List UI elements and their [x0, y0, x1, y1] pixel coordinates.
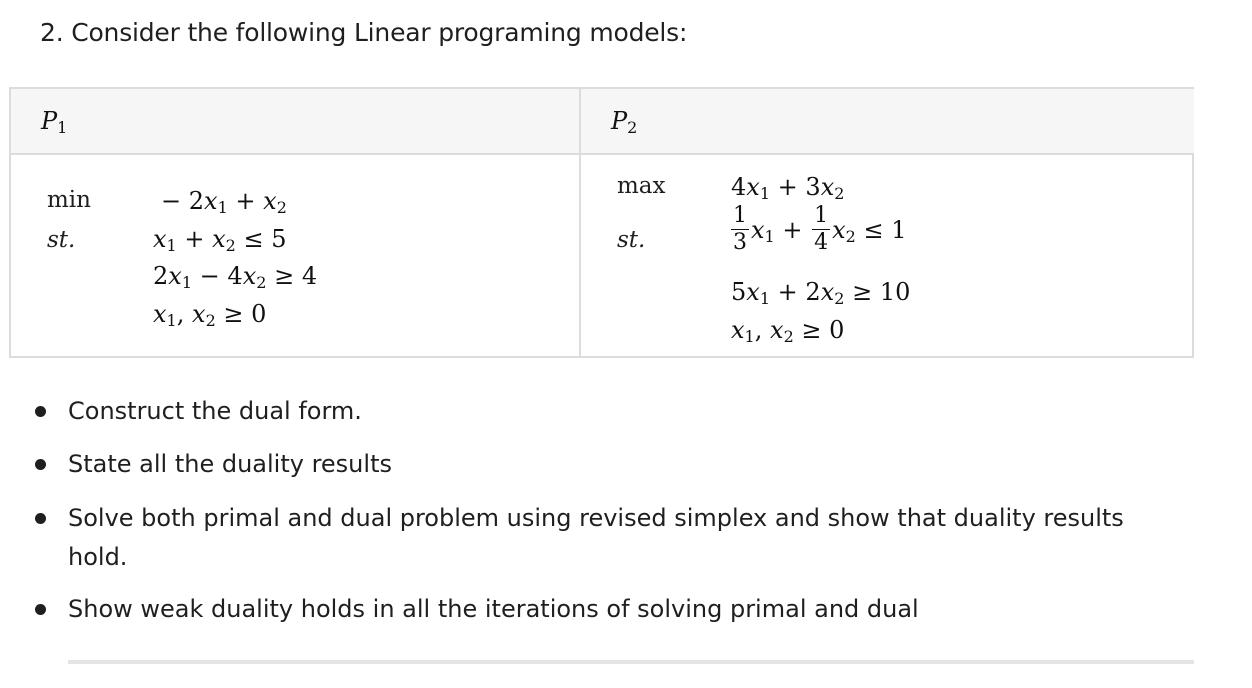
horizontal-divider [68, 660, 1194, 664]
p1-column [11, 89, 581, 356]
p2-st-label: st. [617, 227, 646, 253]
p1-st-label: st. [47, 227, 76, 253]
p1-constraint-1: $x_1 + x_2 \le 5$ [153, 225, 287, 255]
bullet-icon [35, 459, 46, 470]
bullet-icon [35, 513, 46, 524]
bullet-icon [35, 604, 46, 615]
p2-constraint-2: $5x_1 + 2x_2 \ge 10$ [731, 278, 911, 308]
p1-constraint-2: $2x_1 - 4x_2 \ge 4$ [153, 262, 318, 292]
p2-objective: $4x_1 + 3x_2$ [731, 173, 845, 203]
p2-column [581, 89, 1194, 356]
list-item: Construct the dual form. [68, 392, 1188, 431]
p2-constraint-1: $\frac{1}{3}$ $x_1$ + $\frac{1}{4}$ $x_2 \le 1$ [733, 203, 907, 255]
p2-constraint-3: $x_1$, $x_2 \ge 0$ [731, 316, 845, 346]
p1-min-label: min [47, 187, 91, 213]
p1-constraint-3: $x_1$, $x_2 \ge 0$ [153, 300, 267, 330]
list-item: State all the duality results [68, 445, 1188, 484]
p1-title: $P_1$ [41, 107, 68, 137]
p2-header [581, 89, 1194, 155]
lp-models-table [9, 87, 1194, 358]
list-item: Solve both primal and dual problem using revised simplex and show that duality results hold. [68, 499, 1188, 577]
p2-max-label: max [617, 173, 666, 199]
p1-objective: − $2x_1 + x_2$ [161, 187, 287, 217]
list-item: Show weak duality holds in all the iterations of solving primal and dual [68, 590, 1188, 629]
p2-title: $P_2$ [611, 107, 638, 137]
p1-header [11, 89, 579, 155]
bullet-icon [35, 406, 46, 417]
question-heading: 2. Consider the following Linear programing models: [40, 18, 688, 47]
